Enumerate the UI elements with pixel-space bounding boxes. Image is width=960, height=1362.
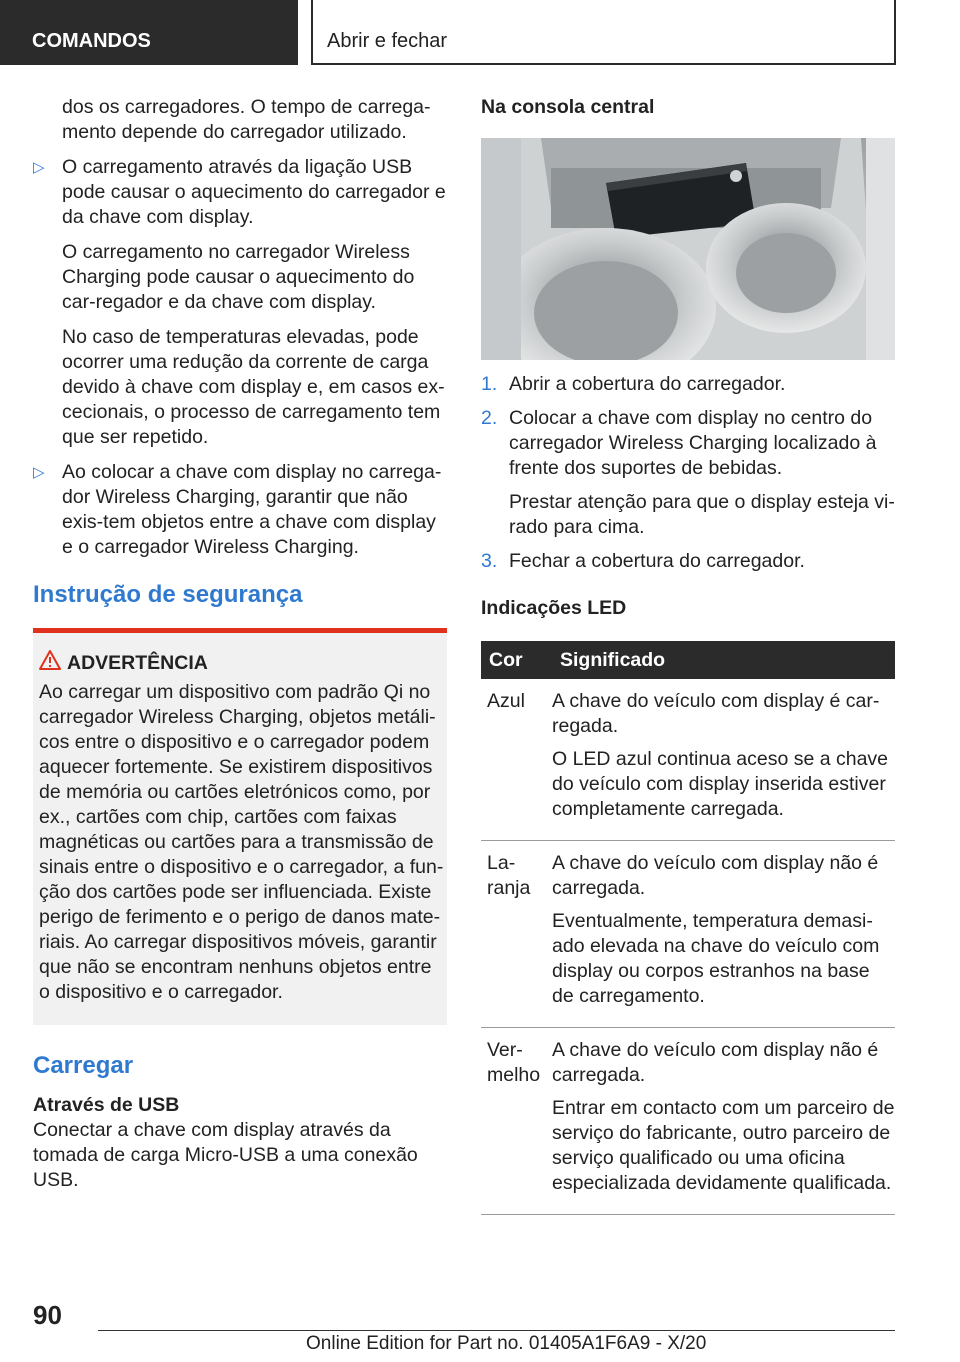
meaning-text: A chave do veículo com display não é carregada. <box>552 1039 879 1086</box>
bullet-paragraph: No caso de temperaturas elevadas, pode ocorrer uma redução da corrente de carga devido à chave com display e, em casos ex-cecionais, o processo de carregamento tem que ser repetido. <box>62 326 445 448</box>
step-number: 2. <box>481 407 498 429</box>
meaning-text: A chave do veículo com display não é carregada. <box>552 852 879 899</box>
section-tab: COMANDOS <box>0 0 298 65</box>
warning-title <box>39 651 447 676</box>
warning-label: ADVERTÊNCIA <box>67 652 208 674</box>
charge-heading: Carregar <box>33 1052 134 1079</box>
warning-text: Ao carregar um dispositivo com padrão Qi no carregador Wireless Charging, objetos metáli-cos entre o dispositivo e o carregador podem aquecer fortemente. Se existirem dispositivos de memória ou cartões eletrónicos como, por ex., cartões com chip, cartões com faixas magnéticas ou cartões para a transmissão de sinais entre o dispositivo e o carregador, a fun-ção dos cartões pode ser influenciada. Existe perigo de ferimento e o perigo de danos mate-riais. Ao carregar dispositivos móveis, garantir que não se encontram nenhuns objetos entre o dispositivo e o carregador. <box>39 681 444 1003</box>
table-row <box>481 1028 895 1215</box>
led-color-cell: Ver-melho <box>481 1028 552 1215</box>
step-text: Colocar a chave com display no centro do carregador Wireless Charging localizado à frente dos suportes de bebidas. <box>509 407 877 479</box>
step-item <box>481 372 895 397</box>
triangle-bullet-icon: ▷ <box>33 464 45 481</box>
step-text: Abrir a cobertura do carregador. <box>509 373 786 395</box>
column-header: Significado <box>552 641 895 679</box>
led-table <box>481 641 895 1215</box>
table-row <box>481 841 895 1028</box>
chapter-tab: Abrir e fechar <box>311 0 896 65</box>
bullet-item <box>33 460 447 560</box>
usb-heading: Através de USB <box>33 1094 180 1116</box>
led-meaning-cell <box>552 1028 895 1215</box>
step-item <box>481 406 895 540</box>
continued-text: dos os carregadores. O tempo de carrega-mento depende do carregador utilizado. <box>62 96 431 143</box>
usb-text: Conectar a chave com display através da tomada de carga Micro-USB a uma conexão USB. <box>33 1119 418 1191</box>
led-color-cell: La-ranja <box>481 841 552 1028</box>
column-header: Cor <box>481 641 552 679</box>
footer-rule <box>98 1330 895 1331</box>
right-column <box>481 95 895 1215</box>
steps-list <box>481 372 895 574</box>
bullet-paragraph: O carregamento através da ligação USB pode causar o aquecimento do carregador e da chave com display. <box>62 156 446 228</box>
led-meaning-cell <box>552 679 895 841</box>
triangle-bullet-icon: ▷ <box>33 159 45 176</box>
step-number: 1. <box>481 373 498 395</box>
page-number: 90 <box>33 1300 62 1330</box>
table-header-row <box>481 641 895 679</box>
bullet-paragraph: Ao colocar a chave com display no carrega-dor Wireless Charging, garantir que não exis-tem objetos entre a chave com display e o carregador Wireless Charging. <box>62 461 442 558</box>
console-charger-photo <box>481 138 895 360</box>
led-heading: Indicações LED <box>481 597 627 619</box>
meaning-text: Eventualmente, temperatura demasi-ado elevada na chave do veículo com display ou corpos estranhos na base de carregamento. <box>552 910 880 1007</box>
led-color-cell: Azul <box>481 679 552 841</box>
warning-triangle-icon <box>39 650 61 670</box>
meaning-text: O LED azul continua aceso se a chave do veículo com display inserida estiver completamente carregada. <box>552 748 889 820</box>
step-item <box>481 549 895 574</box>
table-row <box>481 679 895 841</box>
step-text: Prestar atenção para que o display esteja vi-rado para cima. <box>509 491 895 538</box>
edition-footer: Online Edition for Part no. 01405A1F6A9 - X/20 <box>306 1333 707 1354</box>
step-text: Fechar a cobertura do carregador. <box>509 550 805 572</box>
warning-box <box>33 628 447 1025</box>
meaning-text: A chave do veículo com display é car-regada. <box>552 690 880 737</box>
meaning-text: Entrar em contacto com um parceiro de serviço do fabricante, outro parceiro de serviço qualificado ou uma oficina especializada devidamente qualificada. <box>552 1097 895 1194</box>
left-column <box>33 95 447 1203</box>
safety-heading: Instrução de segurança <box>33 581 303 608</box>
bullet-item <box>33 155 447 450</box>
step-number: 3. <box>481 550 498 572</box>
led-meaning-cell <box>552 841 895 1028</box>
console-heading: Na consola central <box>481 96 655 118</box>
bullet-paragraph: O carregamento no carregador Wireless Charging pode causar o aquecimento do car-regador e da chave com display. <box>62 241 415 313</box>
